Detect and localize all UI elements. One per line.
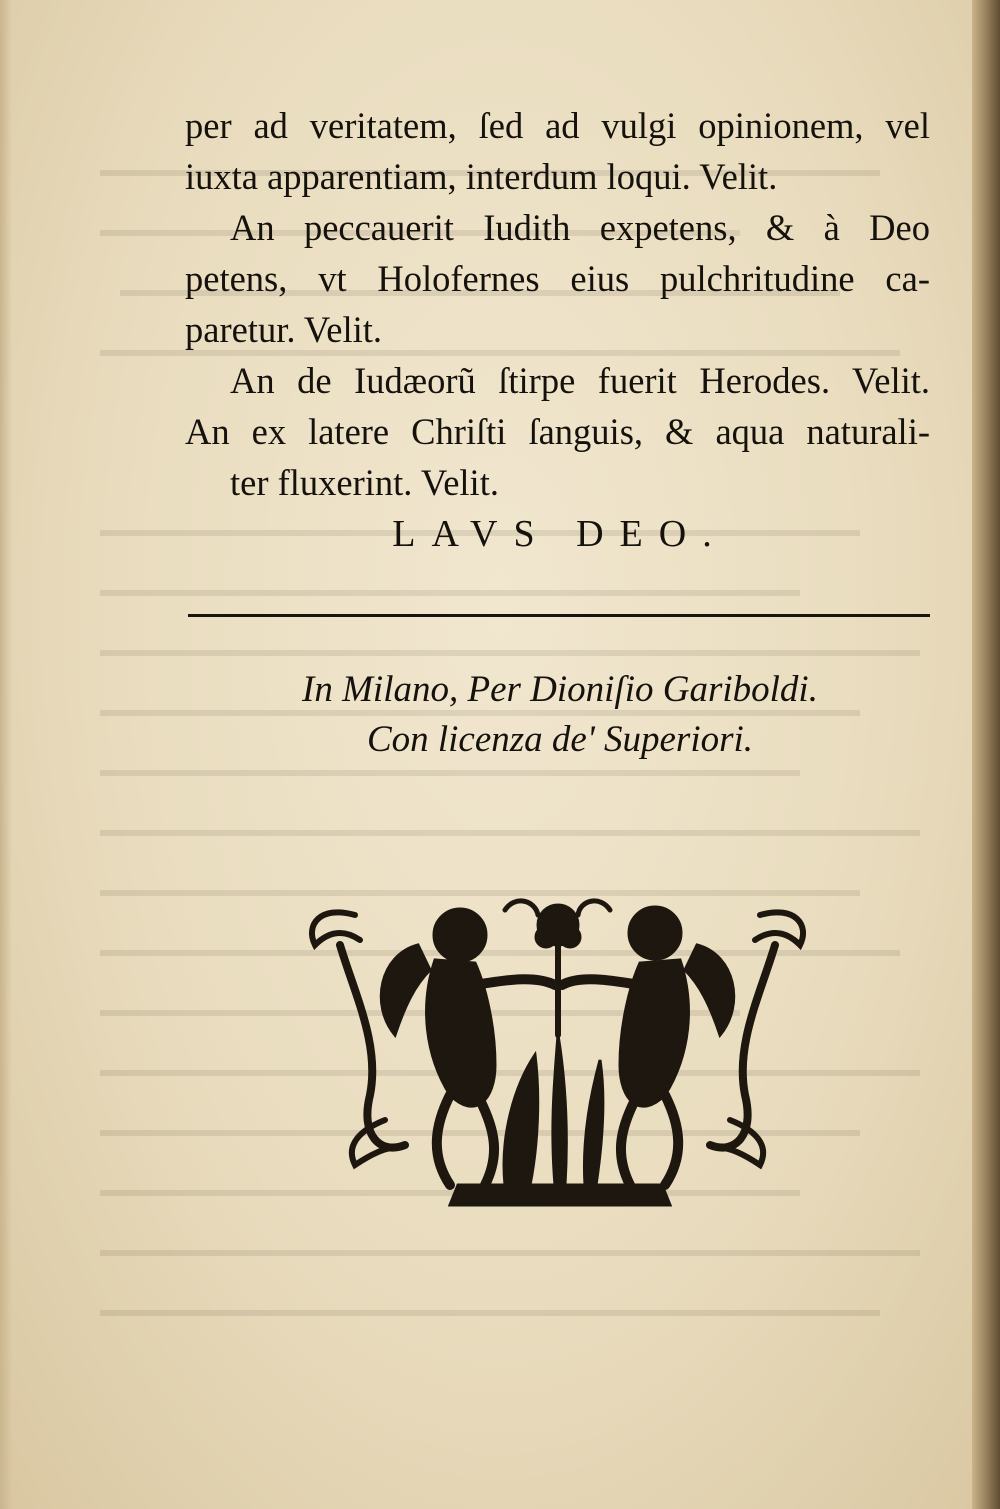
text-line: An peccauerit Iudith expetens, & à Deo <box>230 207 930 248</box>
closing-phrase: LAVS DEO. <box>392 513 728 555</box>
text-line: An de Iudæorũ ſtirpe fuerit Herodes. Velit. <box>230 360 930 401</box>
woodcut-ornament-icon <box>300 885 815 1215</box>
text-line: ter fluxerint. Velit. <box>230 462 499 503</box>
horizontal-rule <box>188 614 930 617</box>
text-line: An ex latere Chriſti ſanguis, & aqua naturali- <box>185 411 930 452</box>
imprint-publisher: In Milano, Per Dioniſio Gariboldi. <box>302 669 818 710</box>
text-line: iuxta apparentiam, interdum loqui. Velit. <box>185 156 778 197</box>
page-edge-left <box>0 0 12 1509</box>
text-line: paretur. Velit. <box>185 309 382 350</box>
body-text <box>185 100 930 508</box>
page-edge-right <box>972 0 1000 1509</box>
imprint-license: Con licenza de' Superiori. <box>366 719 754 760</box>
text-line: petens, vt Holofernes eius pulchritudine ca- <box>185 258 930 299</box>
text-line: per ad veritatem, ſed ad vulgi opinionem, vel <box>185 105 930 146</box>
